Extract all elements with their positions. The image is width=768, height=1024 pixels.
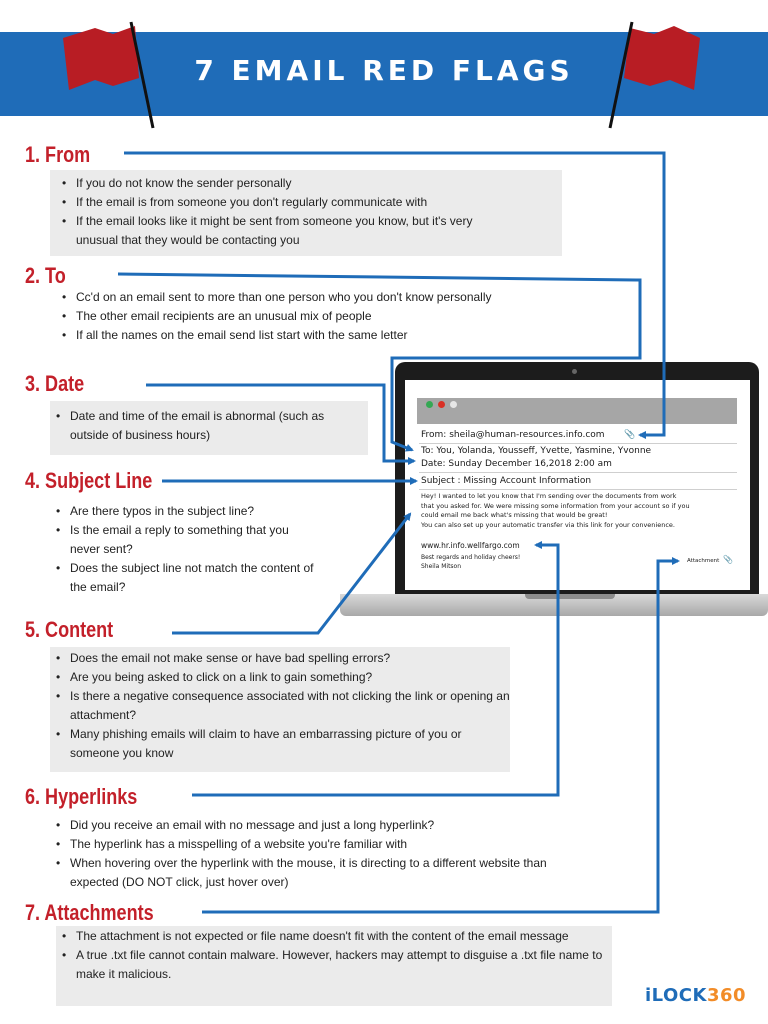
email-body-line: Hey! I wanted to let you know that I'm sending over the documents from work xyxy=(421,492,677,500)
arrow-from xyxy=(124,153,664,435)
list-item: • Did you receive an email with no message and just a long hyperlink? xyxy=(52,816,580,835)
email-subject: Subject : Missing Account Information xyxy=(421,476,592,486)
section-title-to: 2. To xyxy=(25,263,66,288)
list-item: • Date and time of the email is abnormal (such as outside of business hours) xyxy=(52,407,360,445)
arrow-to xyxy=(118,274,640,450)
arrow-date xyxy=(146,385,414,461)
section-title-date: 3. Date xyxy=(25,371,85,396)
list-item: • If you do not know the sender personally xyxy=(58,174,552,193)
email-body-line: You can also set up your automatic transfer via this link for your convenience. xyxy=(421,521,675,529)
list-item: • A true .txt file cannot contain malware. However, hackers may attempt to disguise a .txt file name to make it malicious. xyxy=(58,946,606,984)
email-to: To: You, Yolanda, Yousseff, Yvette, Yasmine, Yvonne xyxy=(421,446,652,456)
list-item: • Does the email not make sense or have bad spelling errors? xyxy=(52,649,502,668)
list-item: • If the email looks like it might be sent from someone you know, but it's very unusual that they would be contacting you xyxy=(58,212,516,250)
email-from: From: sheila@human-resources.info.com xyxy=(421,430,605,440)
list-item: • If all the names on the email send list start with the same letter xyxy=(58,326,580,345)
email-signoff: Best regards and holiday cheers! xyxy=(421,554,521,561)
list-item: • Cc'd on an email sent to more than one person who you don't know personally xyxy=(58,288,580,307)
list-item: • Many phishing emails will claim to have an embarrassing picture of you or someone you know xyxy=(52,725,510,763)
list-item: • When hovering over the hyperlink with the mouse, it is directing to a different website than expected (DO NOT click, just hover over) xyxy=(52,854,580,892)
page-title: 7 EMAIL RED FLAGS xyxy=(194,54,574,87)
section-title-from: 1. From xyxy=(25,142,91,167)
section-title-subject-line: 4. Subject Line xyxy=(25,468,153,493)
list-item: • The other email recipients are an unusual mix of people xyxy=(58,307,580,326)
list-item: • Is there a negative consequence associated with not clicking the link or opening an attachment? xyxy=(52,687,510,725)
section-title-attachments: 7. Attachments xyxy=(25,900,154,925)
ilock360-logo xyxy=(645,985,746,1006)
list-item: • The hyperlink has a misspelling of a website you're familiar with xyxy=(52,835,580,854)
email-body-line: could email me back what's missing that would be great! xyxy=(421,511,608,519)
paperclip-icon: 📎 xyxy=(624,429,636,439)
logo-part-1: iLOCK xyxy=(645,985,707,1006)
list-item: • Is the email a reply to something that you never sent? xyxy=(52,521,315,559)
email-signature: Sheila Mitson xyxy=(421,563,462,570)
arrow-attachments xyxy=(202,561,678,912)
section-title-hyperlinks: 6. Hyperlinks xyxy=(25,784,138,809)
email-body-line: that you asked for. We were missing some information from your account so if you xyxy=(421,502,690,510)
list-item: • If the email is from someone you don't regularly communicate with xyxy=(58,193,552,212)
list-item: • Does the subject line not match the content of the email? xyxy=(52,559,315,597)
email-attachment-label[interactable]: Attachment xyxy=(687,558,720,564)
section-title-content: 5. Content xyxy=(25,617,114,642)
attachment-paperclip-icon: 📎 xyxy=(723,555,733,564)
email-date: Date: Sunday December 16,2018 2:00 am xyxy=(421,459,612,469)
list-item: • Are there typos in the subject line? xyxy=(52,502,320,521)
arrow-content xyxy=(172,514,410,633)
list-item: • The attachment is not expected or file name doesn't fit with the content of the email message xyxy=(58,927,596,946)
logo-part-2: 360 xyxy=(706,985,747,1006)
arrow-hyperlinks xyxy=(192,545,558,795)
list-item: • Are you being asked to click on a link to gain something? xyxy=(52,668,502,687)
email-hyperlink[interactable]: www.hr.info.wellfargo.com xyxy=(421,541,520,550)
